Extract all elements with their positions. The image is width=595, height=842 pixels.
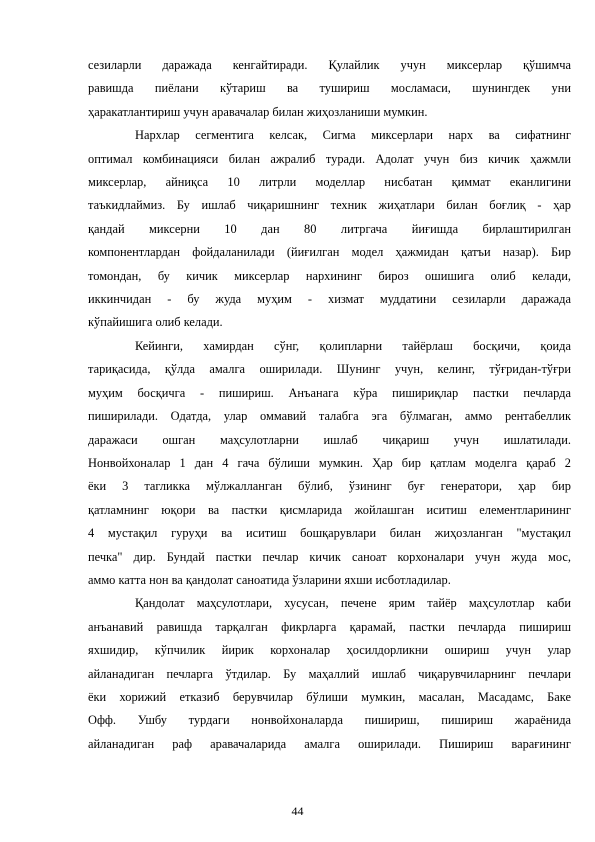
- paragraph: [88, 335, 571, 592]
- text-line: иккинчидан - бу жуда муҳим - хизмат муддатини сезиларли даражада: [88, 292, 571, 307]
- text-line: муҳим босқичга - пишириш. Анъанага кўра пишириқлар пастки печларда: [88, 385, 571, 400]
- text-line: ҳаракатлантириш учун аравачалар билан жиҳозланиши мумкин.: [88, 104, 428, 119]
- text-line: кўпайишига олиб келади.: [88, 315, 223, 330]
- paragraph: [88, 124, 571, 335]
- text-line: даражаси ошган маҳсулотларни ишлаб чиқариш учун ишлатилади.: [88, 432, 571, 447]
- text-line: Офф. Ушбу турдаги нонвойхоналарда пишириш, пишириш жараёнида: [88, 713, 571, 728]
- text-line: печка" дир. Бундай пастки печлар кичик саноат корхоналари учун жуда мос,: [88, 549, 571, 564]
- text-line: Нархлар сегментига келсак, Сигма миксерлари нарх ва сифатнинг: [135, 128, 571, 143]
- text-line: равишда пиёлани кўтариш ва тушириш мосламаси, шунингдек уни: [88, 81, 571, 96]
- paragraph: [88, 592, 571, 756]
- text-line: аммо катта нон ва қандолат саноатида ўзларини яхши исботладилар.: [88, 572, 451, 587]
- text-line: 4 мустақил гуруҳи ва иситиш бошқарувлари билан жиҳозланган "мустақил: [88, 526, 571, 541]
- page-number: 44: [291, 804, 304, 818]
- text-line: ёки 3 тагликка мўлжалланган бўлиб, ўзининг буғ генератори, ҳар бир: [88, 479, 571, 494]
- text-line: Қандолат маҳсулотлари, хусусан, печене ярим тайёр маҳсулотлар каби: [135, 596, 571, 611]
- text-line: сезиларли даражада кенгайтиради. Қулайлик учун миксерлар қўшимча: [88, 58, 571, 72]
- text-line: айланадиган печларга ўтдилар. Бу маҳаллий ишлаб чиқарувчиларнинг печлари: [88, 666, 571, 681]
- text-line: қандай миксерни 10 дан 80 литргача йиғишда бирлаштирилган: [88, 221, 571, 236]
- text-line: яхшидир, кўпчилик йирик корхоналар ҳосилдорликни ошириш учун улар: [88, 643, 571, 658]
- text-line: миксерлар, айниқса 10 литрли моделлар нисбатан қиммат еканлигини: [88, 175, 571, 190]
- text-line: ёки хорижий етказиб берувчилар бўлиши мумкин, масалан, Масадамс, Баке: [88, 689, 571, 704]
- text-line: қатламнинг юқори ва пастки қисмларида жойлашган иситиш елементларининг: [88, 502, 571, 517]
- text-line: тариқасида, қўлда амалга оширилади. Шунинг учун, келинг, тўғридан-тўғри: [88, 362, 571, 377]
- text-line: таъкидлаймиз. Бу ишлаб чиқаришнинг техник жиҳатлари билан боғлиқ - ҳар: [88, 198, 571, 213]
- document-page: [88, 54, 571, 756]
- text-line: анъанавий равишда тарқалган фикрларга қарамай, пастки печларда пишириш: [88, 619, 571, 634]
- text-line: оптимал комбинацияси билан ажралиб туради. Адолат учун биз кичик ҳажмли: [88, 151, 571, 166]
- text-line: Нонвойхоналар 1 дан 4 гача бўлиши мумкин. Ҳар бир қатлам моделга қараб 2: [88, 455, 571, 470]
- text-line: томондан, бу кичик миксерлар нархининг бироз ошишига олиб келади,: [88, 268, 571, 283]
- text-line: компонентлардан фойдаланилади (йиғилган модел ҳажмидан қатъи назар). Бир: [88, 245, 571, 260]
- text-line: пиширилади. Одатда, улар оммавий талабга эга бўлмаган, аммо рентабеллик: [88, 409, 571, 424]
- paragraph: [88, 54, 571, 124]
- text-line: айланадиган раф аравачаларида амалга оширилади. Пишириш варағининг: [88, 736, 571, 751]
- text-line: Кейинги, хамирдан сўнг, қолипларни тайёрлаш босқичи, қоида: [135, 338, 571, 353]
